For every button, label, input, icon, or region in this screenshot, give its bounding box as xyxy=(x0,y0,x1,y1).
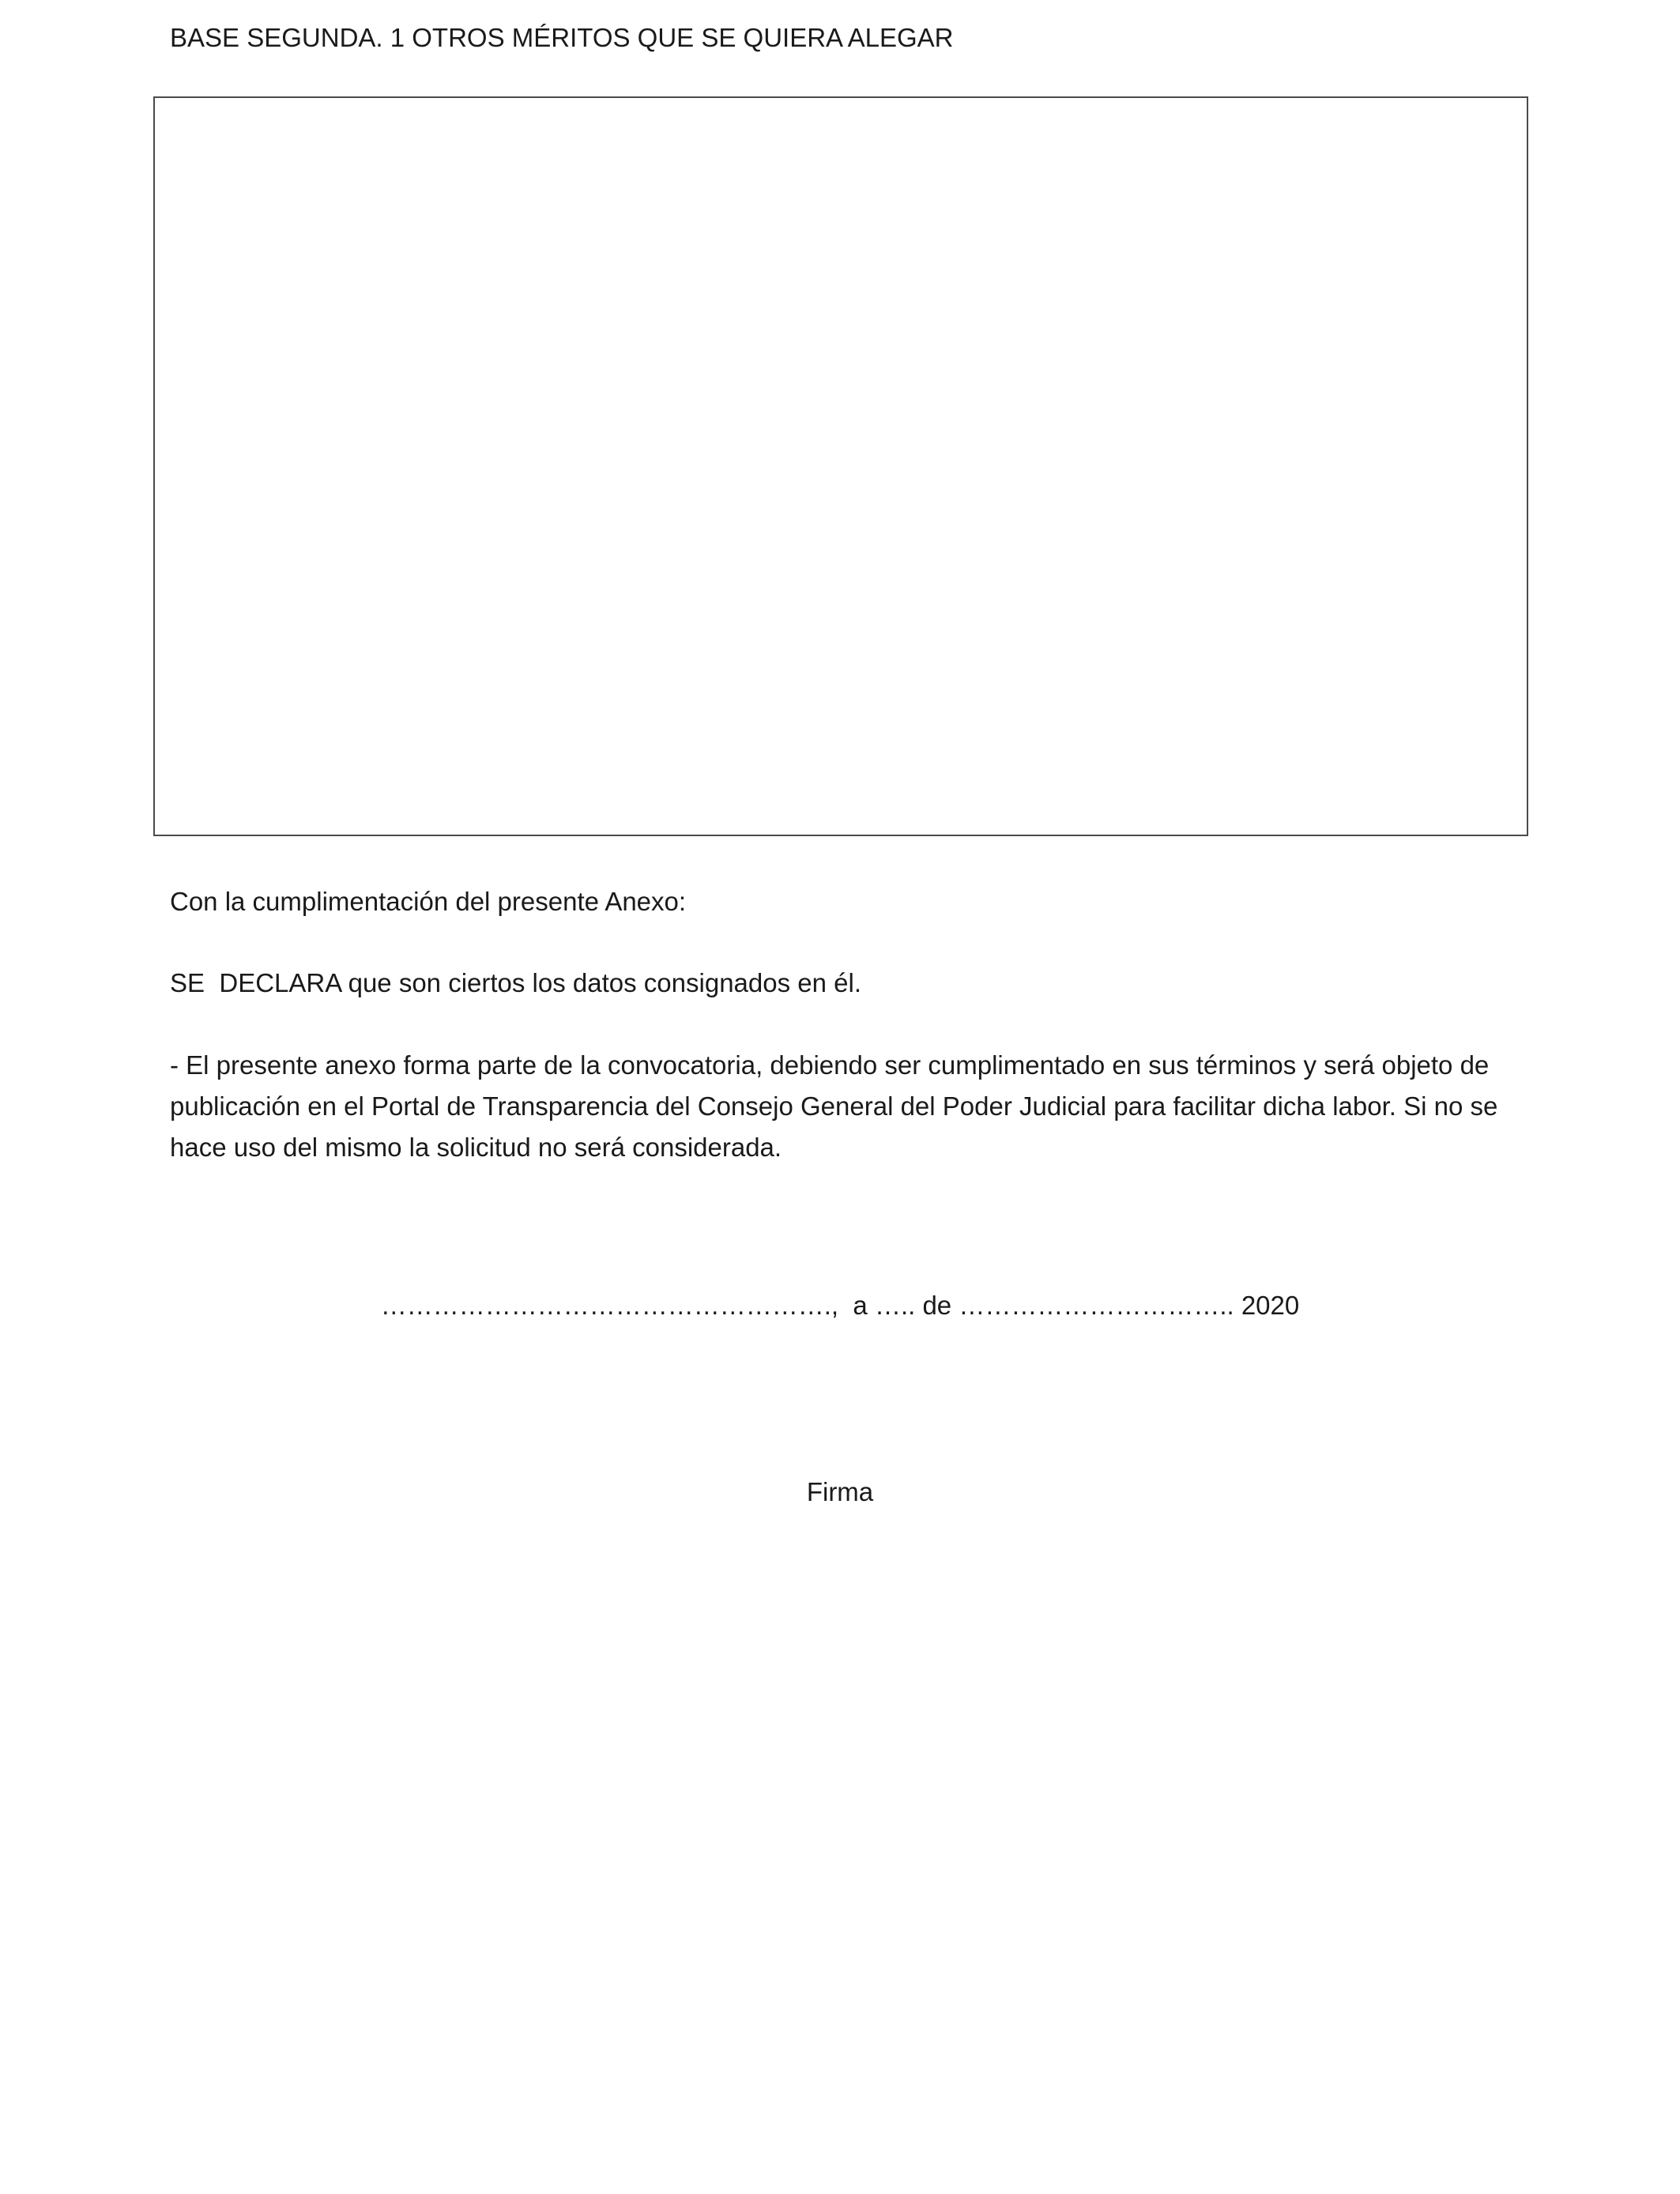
annex-note-paragraph: - El presente anexo forma parte de la convocatoria, debiendo ser cumplimentado en sus términos y será objeto de publicación en el Portal de Transparencia del Consejo General del Poder Judicial para facilitar dicha labor. Si no se hace uso del mismo la solicitud no será considerada. xyxy=(170,1050,1498,1162)
signature-label: Firma xyxy=(806,1477,874,1506)
declaration-paragraph: SE DECLARA que son ciertos los datos consignados en él. xyxy=(170,968,861,997)
other-merits-input-box[interactable] xyxy=(153,96,1528,836)
section-heading: BASE SEGUNDA. 1 OTROS MÉRITOS QUE SE QUIERA ALEGAR xyxy=(170,23,954,52)
intro-paragraph: Con la cumplimentación del presente Anexo: xyxy=(170,887,687,916)
place-date-line: ……………………………………………., a ….. de ………………………….. 2020 xyxy=(380,1291,1300,1320)
